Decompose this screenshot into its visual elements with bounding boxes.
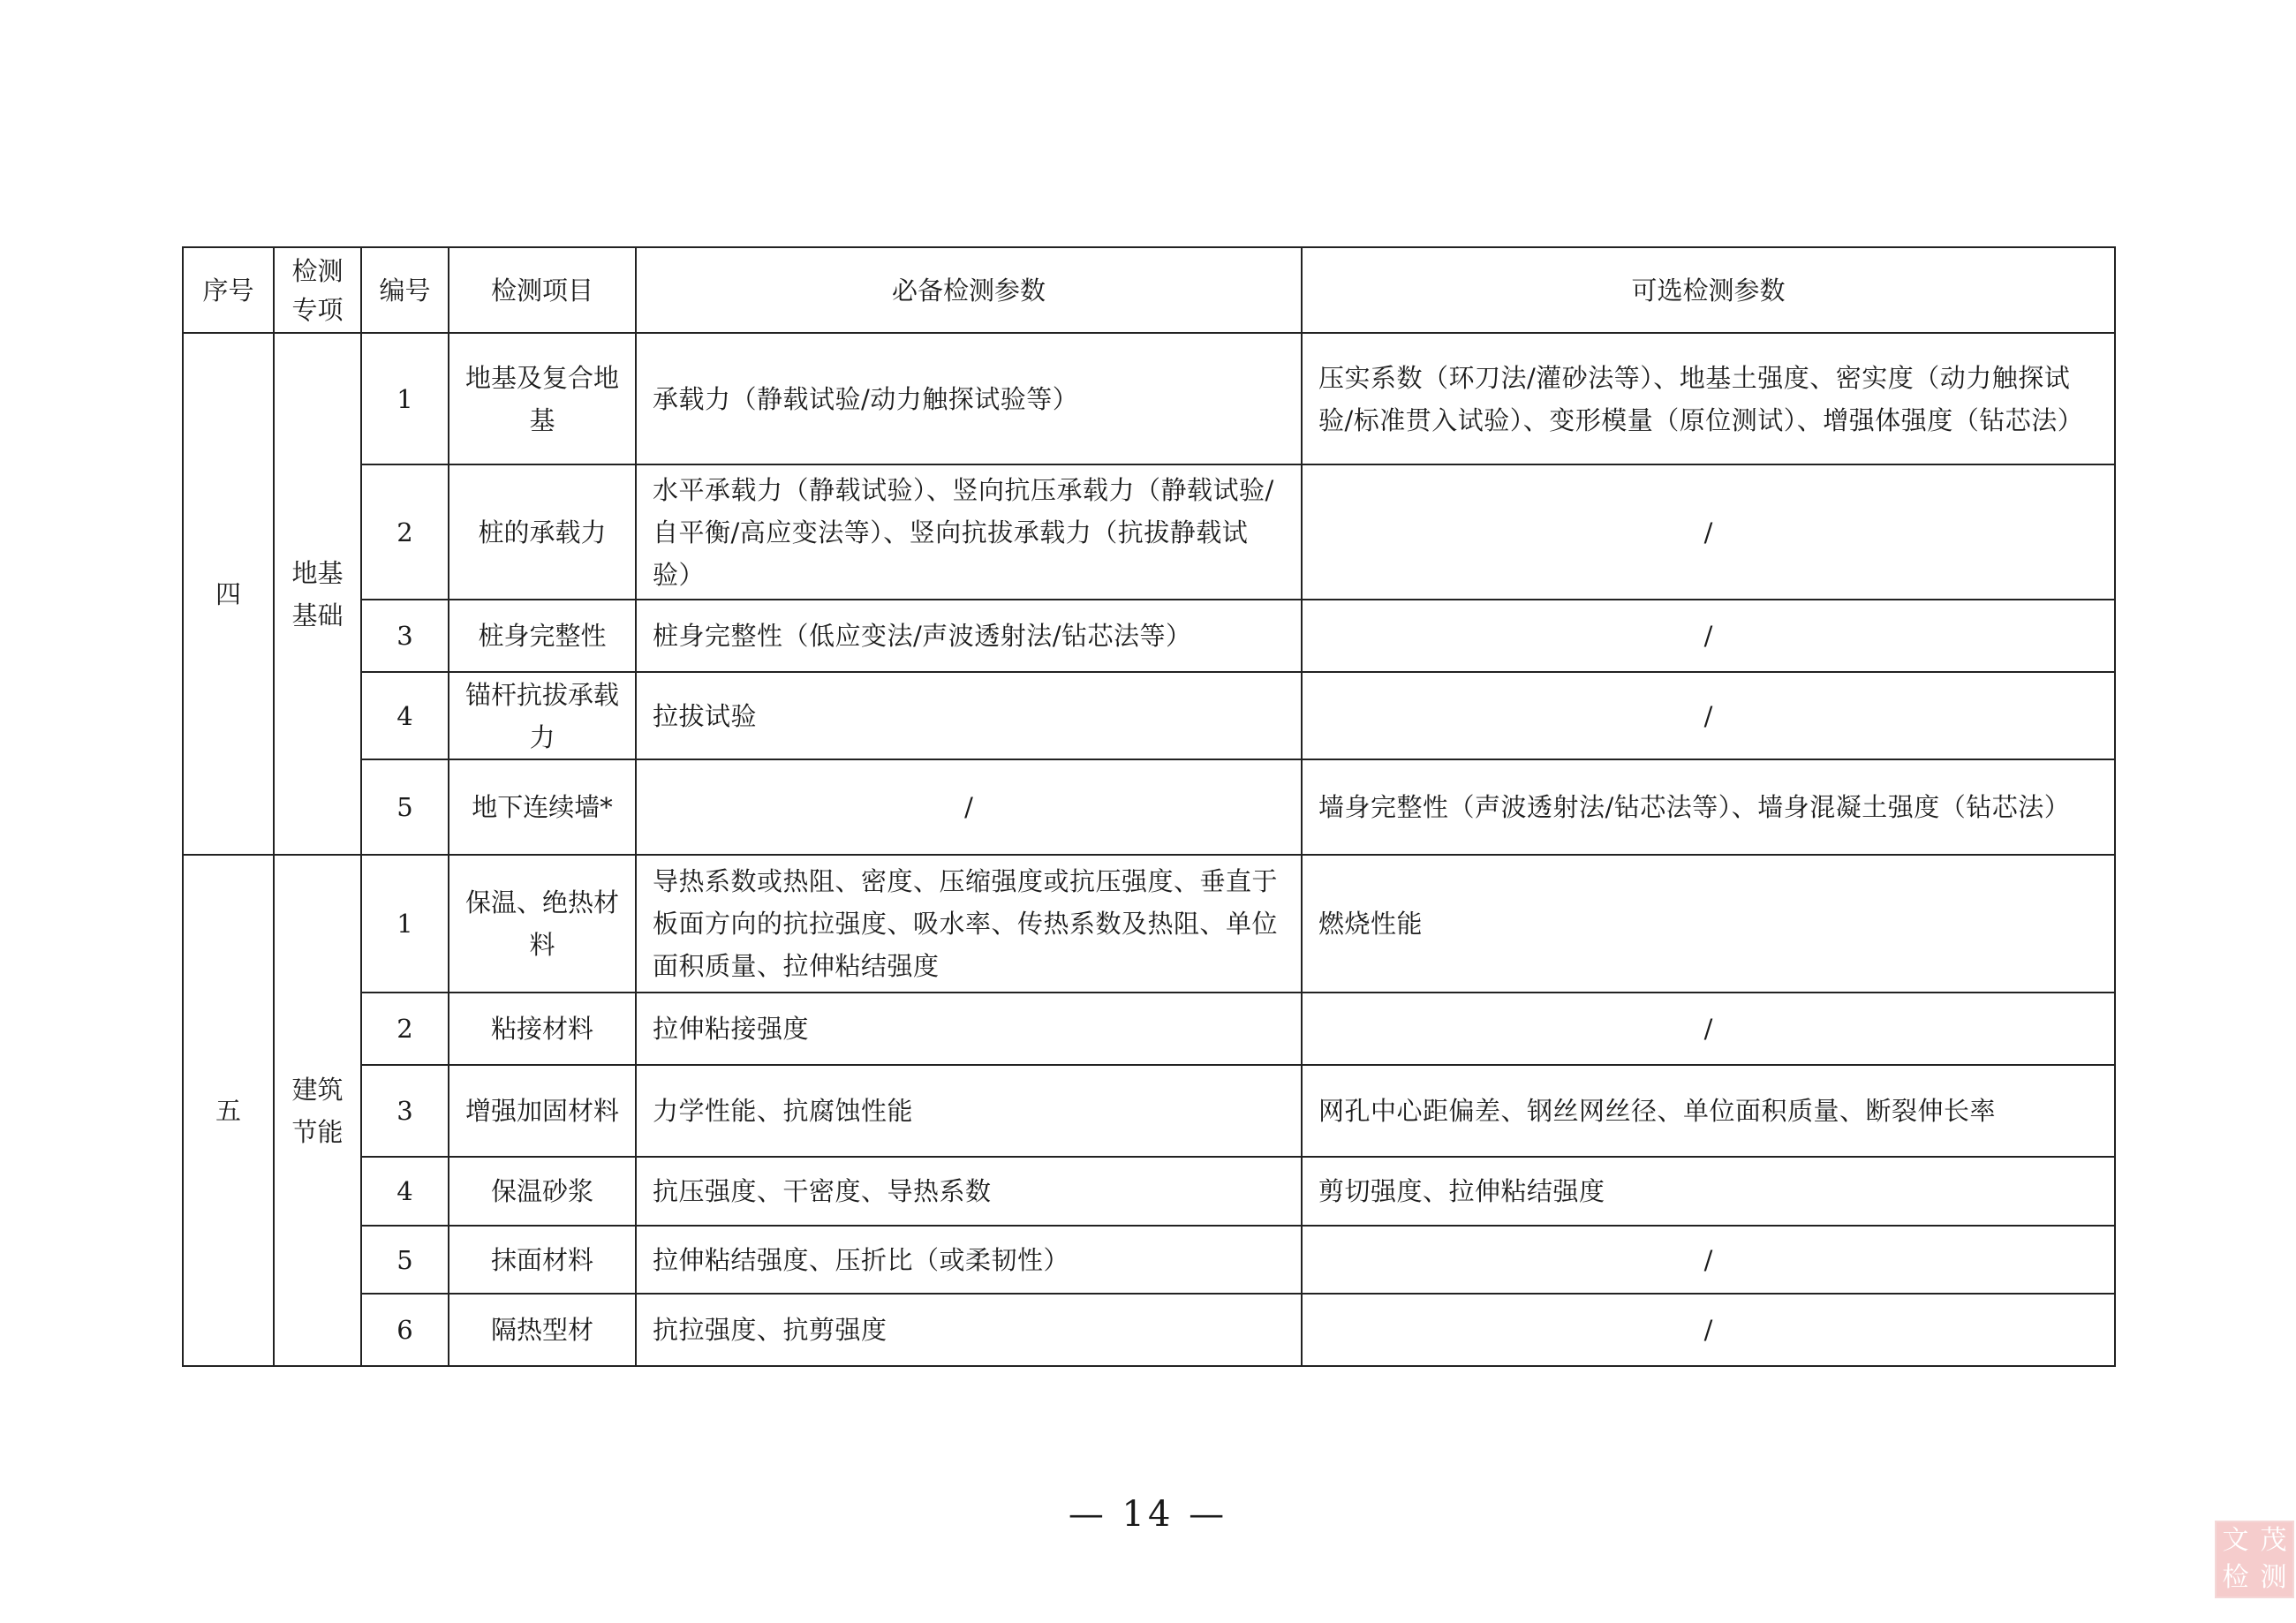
- row-required: 承载力（静载试验/动力触探试验等）: [636, 333, 1302, 464]
- row-required: 桩身完整性（低应变法/声波透射法/钻芯法等）: [636, 600, 1302, 672]
- header-item: 检测项目: [449, 247, 636, 333]
- row-optional: /: [1302, 600, 2115, 672]
- row-optional: /: [1302, 1226, 2115, 1294]
- table-row: [183, 1157, 2115, 1226]
- row-required: 拉伸粘接强度: [636, 993, 1302, 1065]
- row-optional: /: [1302, 1294, 2115, 1366]
- group-seq: 五: [183, 855, 274, 1366]
- group-category-line1: 地基: [291, 557, 344, 588]
- row-item: 地下连续墙*: [449, 759, 636, 855]
- row-optional: 燃烧性能: [1302, 855, 2115, 993]
- watermark-char: 文: [2222, 1525, 2249, 1556]
- watermark-char: 检: [2222, 1562, 2249, 1593]
- row-code: 2: [361, 993, 449, 1065]
- header-seq: 序号: [183, 247, 274, 333]
- row-item: 桩的承载力: [449, 464, 636, 600]
- row-optional: /: [1302, 464, 2115, 600]
- row-item: 锚杆抗拔承载力: [449, 672, 636, 759]
- row-optional: 墙身完整性（声波透射法/钻芯法等）、墙身混凝土强度（钻芯法）: [1302, 759, 2115, 855]
- header-category: [274, 247, 361, 333]
- row-code: 2: [361, 464, 449, 600]
- row-item: 地基及复合地基: [449, 333, 636, 464]
- row-item: 粘接材料: [449, 993, 636, 1065]
- row-item: 增强加固材料: [449, 1065, 636, 1157]
- row-code: 1: [361, 333, 449, 464]
- row-required: 拉拔试验: [636, 672, 1302, 759]
- row-item: 隔热型材: [449, 1294, 636, 1366]
- table-row: [183, 759, 2115, 855]
- row-code: 6: [361, 1294, 449, 1366]
- header-category-line2: 专项: [291, 294, 344, 325]
- row-code: 3: [361, 1065, 449, 1157]
- row-code: 3: [361, 600, 449, 672]
- row-code: 4: [361, 672, 449, 759]
- row-optional: /: [1302, 993, 2115, 1065]
- table-row: [183, 993, 2115, 1065]
- table-row: [183, 672, 2115, 759]
- row-required: 抗压强度、干密度、导热系数: [636, 1157, 1302, 1226]
- row-required: 水平承载力（静载试验）、竖向抗压承载力（静载试验/自平衡/高应变法等）、竖向抗拔承载力（抗拔静载试验）: [636, 464, 1302, 600]
- row-item: 保温砂浆: [449, 1157, 636, 1226]
- table-row: [183, 333, 2115, 464]
- header-optional-params: 可选检测参数: [1302, 247, 2115, 333]
- group-seq: 四: [183, 333, 274, 855]
- row-code: 5: [361, 759, 449, 855]
- header-category-line1: 检测: [291, 255, 344, 286]
- group-category-line2: 基础: [291, 600, 344, 630]
- row-code: 4: [361, 1157, 449, 1226]
- table-row: [183, 600, 2115, 672]
- row-optional: 压实系数（环刀法/灌砂法等）、地基土强度、密实度（动力触探试验/标准贯入试验）、变形模量（原位测试）、增强体强度（钻芯法）: [1302, 333, 2115, 464]
- header-required-params: 必备检测参数: [636, 247, 1302, 333]
- table-row: [183, 855, 2115, 993]
- group-category: [274, 333, 361, 855]
- watermark-char: 测: [2260, 1562, 2287, 1593]
- watermark-stamp: [2215, 1521, 2294, 1598]
- row-optional: 剪切强度、拉伸粘结强度: [1302, 1157, 2115, 1226]
- detection-parameters-table: [182, 246, 2116, 1367]
- row-optional: /: [1302, 672, 2115, 759]
- row-required: 力学性能、抗腐蚀性能: [636, 1065, 1302, 1157]
- row-optional: 网孔中心距偏差、钢丝网丝径、单位面积质量、断裂伸长率: [1302, 1065, 2115, 1157]
- row-required: /: [636, 759, 1302, 855]
- table-header-row: [183, 247, 2115, 333]
- page-number: — 14 —: [1068, 1494, 1228, 1535]
- row-item: 保温、绝热材料: [449, 855, 636, 993]
- table-row: [183, 1065, 2115, 1157]
- row-required: 导热系数或热阻、密度、压缩强度或抗压强度、垂直于板面方向的抗拉强度、吸水率、传热系数及热阻、单位面积质量、拉伸粘结强度: [636, 855, 1302, 993]
- row-item: 抹面材料: [449, 1226, 636, 1294]
- group-category-line2: 节能: [291, 1116, 344, 1147]
- group-category-line1: 建筑: [291, 1074, 344, 1105]
- table-row: [183, 1226, 2115, 1294]
- row-code: 5: [361, 1226, 449, 1294]
- table-row: [183, 1294, 2115, 1366]
- row-item: 桩身完整性: [449, 600, 636, 672]
- table-row: [183, 464, 2115, 600]
- header-code: 编号: [361, 247, 449, 333]
- row-code: 1: [361, 855, 449, 993]
- watermark-char: 茂: [2260, 1525, 2287, 1556]
- row-required: 抗拉强度、抗剪强度: [636, 1294, 1302, 1366]
- row-required: 拉伸粘结强度、压折比（或柔韧性）: [636, 1226, 1302, 1294]
- group-category: [274, 855, 361, 1366]
